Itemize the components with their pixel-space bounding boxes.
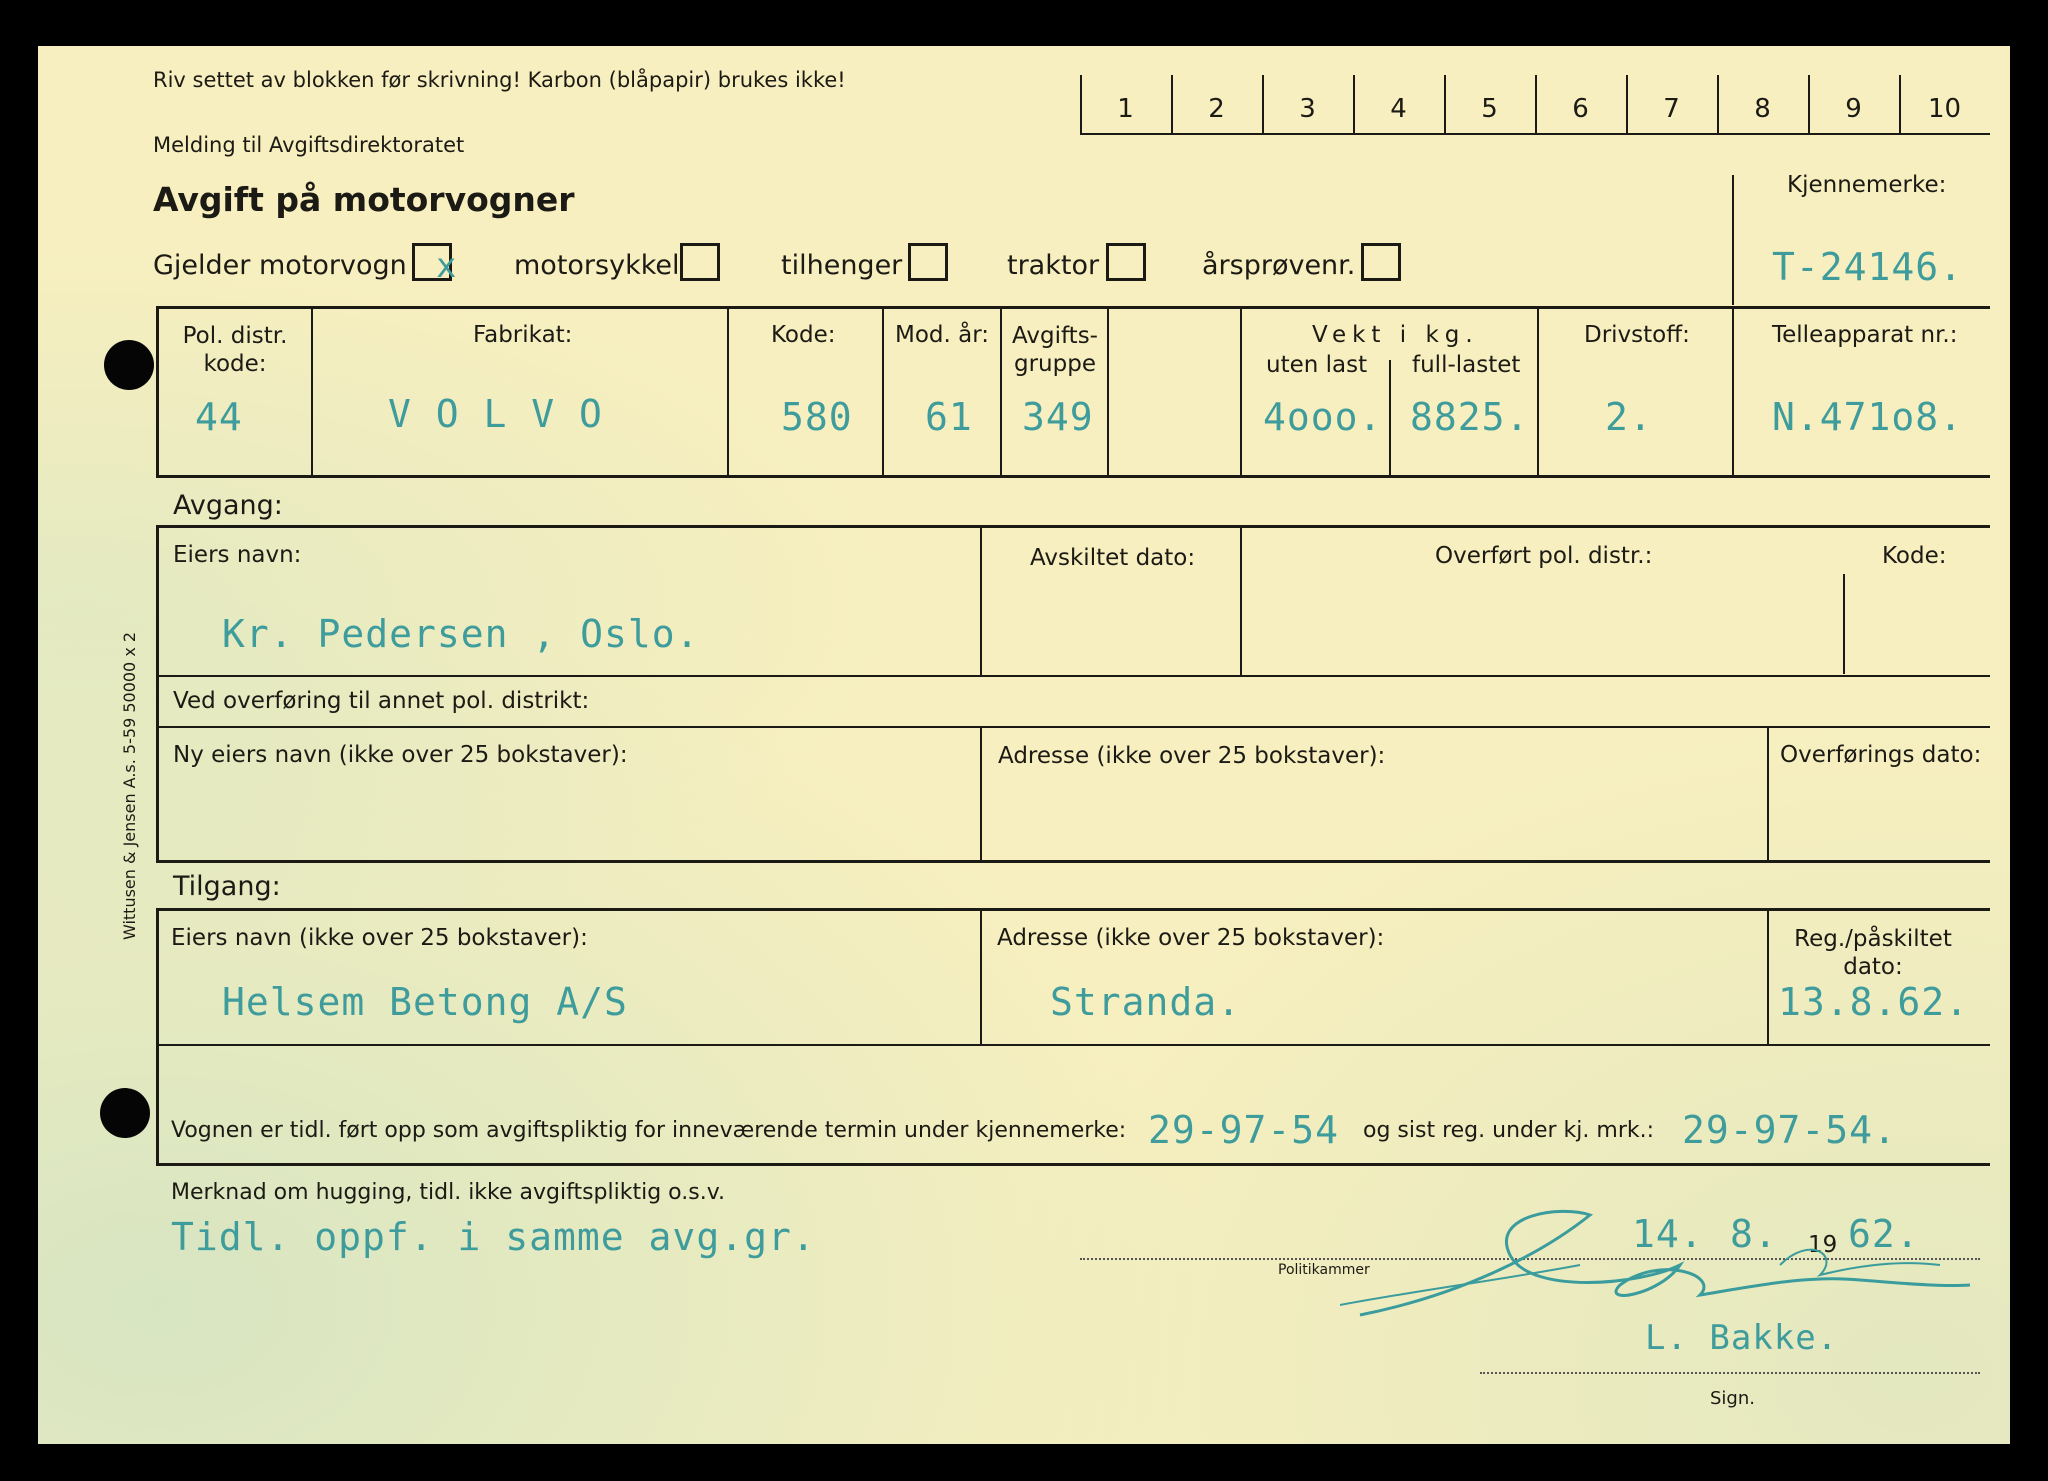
tilgang-divider <box>1767 908 1769 1045</box>
tilgang-owner-value: Helsem Betong A/S <box>222 980 628 1024</box>
col-divider <box>1107 306 1109 476</box>
col-divider <box>1000 306 1002 476</box>
transfer-date-label: Overførings dato: <box>1780 742 1982 768</box>
punch-hole-bottom <box>100 1088 150 1138</box>
signature-scribble <box>1340 1195 1980 1335</box>
code-label: Kode: <box>771 322 836 348</box>
kjennemerke-label: Kjennemerke: <box>1787 172 1947 198</box>
previous-text-2: og sist reg. under kj. mrk.: <box>1363 1118 1655 1143</box>
motorvogn-mark: x <box>436 246 458 286</box>
col-divider <box>1732 306 1734 476</box>
avgang-row-line <box>156 675 1990 677</box>
vehicle-table-left <box>156 306 159 478</box>
tilgang-top <box>156 908 1990 911</box>
new-address-label: Adresse (ikke over 25 bokstaver): <box>998 743 1386 769</box>
avgang-left <box>156 525 159 863</box>
punch-hole-top <box>104 340 154 390</box>
instruction-text: Riv settet av blokken før skrivning! Karbon (blåpapir) brukes ikke! <box>153 68 846 92</box>
year-value: 61 <box>925 395 973 439</box>
number-cell-2: 2 <box>1208 94 1225 124</box>
avgang-code-label: Kode: <box>1882 543 1947 569</box>
number-cell-1: 1 <box>1117 94 1134 124</box>
tilgang-address-label: Adresse (ikke over 25 bokstaver): <box>997 925 1385 951</box>
number-cell-6: 6 <box>1572 94 1589 124</box>
meter-value: N.471o8. <box>1772 395 1964 439</box>
sign-label: Sign. <box>1710 1388 1755 1409</box>
motorcycle-checkbox[interactable] <box>680 243 720 281</box>
printer-imprint: Wittusen & Jensen A.s. 5-59 50000 x 2 <box>120 631 139 940</box>
avskiltet-label: Avskiltet dato: <box>1030 545 1196 571</box>
applies-label: Gjelder motorvogn <box>153 250 407 281</box>
sign-day: 14. <box>1632 1212 1704 1256</box>
number-cell-9: 9 <box>1845 94 1862 124</box>
vehicle-table-bottom <box>156 475 1990 478</box>
kjennemerke-divider <box>1732 175 1734 305</box>
sign-month: 8. <box>1730 1212 1778 1256</box>
avgang-divider <box>980 726 982 861</box>
previous-plate-1: 29-97-54 <box>1148 1108 1340 1152</box>
avgang-divider <box>1843 574 1845 674</box>
avgang-row-line <box>156 726 1990 728</box>
reg-label: Reg./påskiltet dato: <box>1794 926 1952 980</box>
number-cell-7: 7 <box>1663 94 1680 124</box>
weight-label: Vekt i kg. <box>1312 322 1479 348</box>
trailer-label: tilhenger <box>781 250 903 281</box>
previous-text: Vognen er tidl. ført opp som avgiftspliktig for inneværende termin under kjennemerke: <box>171 1118 1127 1143</box>
previous-plate-2: 29-97-54. <box>1682 1108 1897 1152</box>
number-cell-3: 3 <box>1299 94 1316 124</box>
col-divider <box>1389 360 1391 476</box>
tilgang-owner-label: Eiers navn (ikke over 25 bokstaver): <box>171 925 588 951</box>
year-prefix: 19 <box>1808 1232 1838 1258</box>
avgang-owner-value: Kr. Pedersen , Oslo. <box>222 612 700 656</box>
empty-label: uten last <box>1266 352 1368 378</box>
col-divider <box>1537 306 1539 476</box>
number-cell-5: 5 <box>1481 94 1498 124</box>
col-divider <box>1240 306 1242 476</box>
tilgang-heading: Tilgang: <box>173 871 281 902</box>
full-label: full-lastet <box>1412 352 1521 378</box>
tilgang-left <box>156 908 159 1164</box>
year-suffix: 62. <box>1848 1212 1920 1256</box>
avgang-divider <box>1240 525 1242 675</box>
fuel-value: 2. <box>1605 395 1653 439</box>
tractor-checkbox[interactable] <box>1106 243 1146 281</box>
form-title: Avgift på motorvogner <box>153 180 575 219</box>
avgang-heading: Avgang: <box>173 490 283 521</box>
motorcycle-label: motorsykkel <box>514 250 680 281</box>
year-label: Mod. år: <box>895 322 990 348</box>
group-label: Avgifts- gruppe <box>1012 323 1098 377</box>
number-cell-10: 10 <box>1927 94 1962 124</box>
sign-dotted-line <box>1480 1372 1980 1374</box>
reg-value: 13.8.62. <box>1778 980 1970 1024</box>
full-value: 8825. <box>1410 395 1530 439</box>
group-value: 349 <box>1022 395 1094 439</box>
col-divider <box>311 306 313 476</box>
avgang-bottom <box>156 860 1990 863</box>
transfer-note: Ved overføring til annet pol. distrikt: <box>173 688 590 714</box>
code-value: 580 <box>781 395 853 439</box>
number-cell-4: 4 <box>1390 94 1407 124</box>
pol-value: 44 <box>195 395 243 439</box>
meter-label: Telleapparat nr.: <box>1772 322 1958 348</box>
recipient-text: Melding til Avgiftsdirektoratet <box>153 133 465 157</box>
avgang-owner-label: Eiers navn: <box>173 542 302 568</box>
numbers-underline <box>1080 133 1990 135</box>
vehicle-table-top <box>156 306 1990 309</box>
make-value: V O L V O <box>388 392 603 436</box>
col-divider <box>727 306 729 476</box>
tilgang-divider <box>980 908 982 1045</box>
col-divider <box>882 306 884 476</box>
test-label: årsprøvenr. <box>1202 250 1356 281</box>
transfer-label: Overført pol. distr.: <box>1435 543 1653 569</box>
remarks-label: Merknad om hugging, tidl. ikke avgiftspliktig o.s.v. <box>171 1180 726 1205</box>
number-cell-8: 8 <box>1754 94 1771 124</box>
kjennemerke-value: T-24146. <box>1772 245 1964 289</box>
tractor-label: traktor <box>1007 250 1100 281</box>
make-label: Fabrikat: <box>473 322 573 348</box>
remarks-value: Tidl. oppf. i samme avg.gr. <box>171 1215 816 1259</box>
avgang-divider <box>980 525 982 675</box>
avgang-top <box>156 525 1990 528</box>
avgang-divider <box>1767 726 1769 861</box>
fuel-label: Drivstoff: <box>1584 322 1690 348</box>
tilgang-row-line <box>156 1044 1990 1046</box>
trailer-checkbox[interactable] <box>908 243 948 281</box>
new-owner-label: Ny eiers navn (ikke over 25 bokstaver): <box>173 742 628 768</box>
tilgang-address-value: Stranda. <box>1050 980 1242 1024</box>
tilgang-bottom <box>156 1163 1990 1166</box>
signer-name: L. Bakke. <box>1645 1318 1839 1358</box>
office-label: Politikammer <box>1278 1262 1370 1278</box>
empty-value: 4ooo. <box>1263 395 1383 439</box>
test-checkbox[interactable] <box>1361 243 1401 281</box>
pol-label: Pol. distr. kode: <box>182 323 288 377</box>
